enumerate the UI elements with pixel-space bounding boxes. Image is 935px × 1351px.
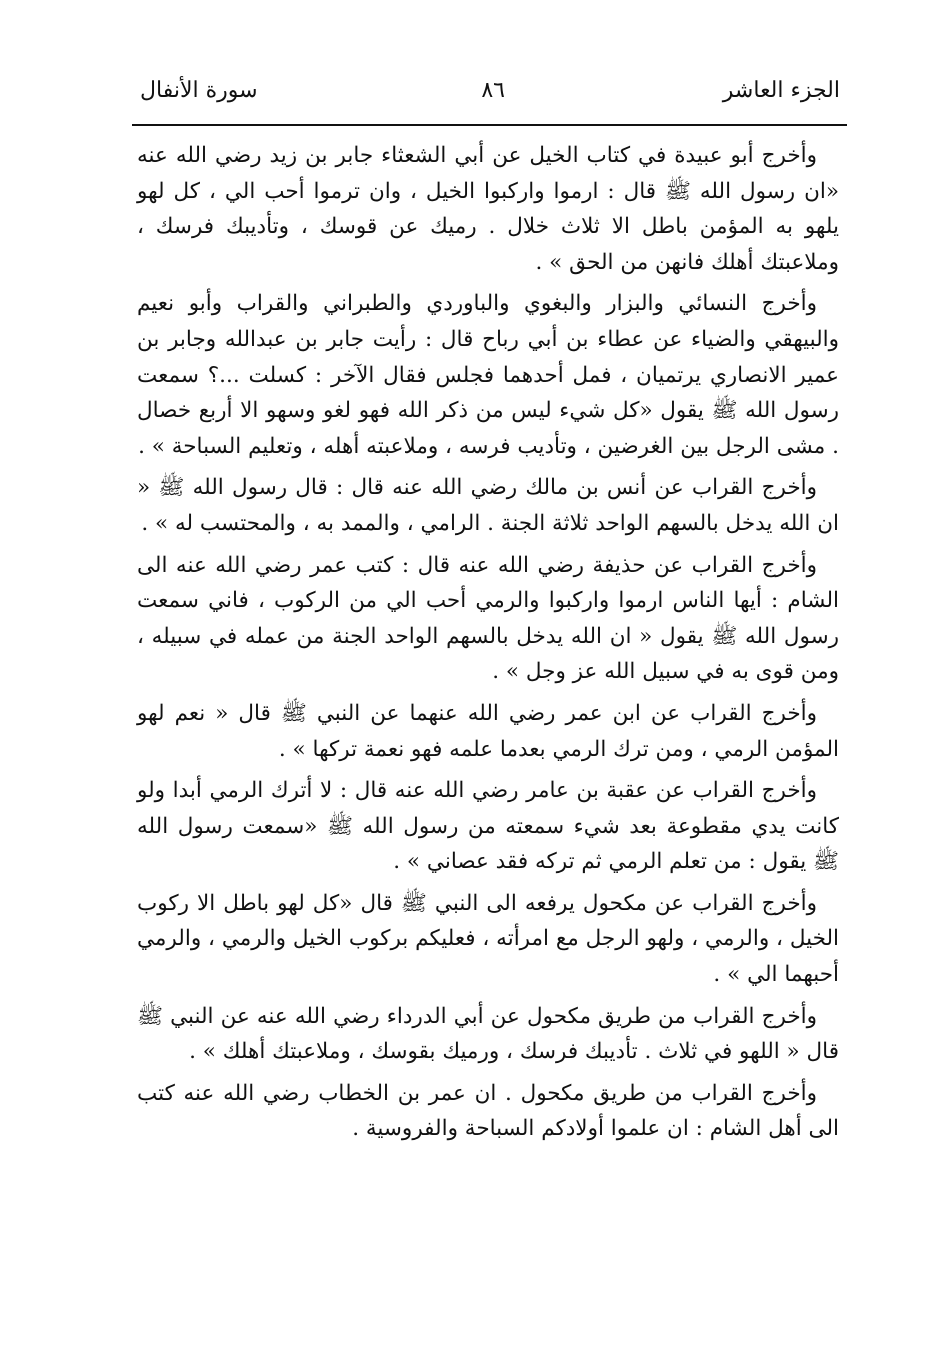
paragraph: وأخرج القراب من طريق مكحول . ان عمر بن الخطاب رضي الله عنه كتب الى أهل الشام : ان علموا أولادكم السباحة والفروسية . <box>137 1080 839 1142</box>
surah-title: سورة الأنفال <box>140 78 258 103</box>
page-number: ٨٦ <box>481 78 505 103</box>
paragraph: وأخرج النسائي والبزار والبغوي والباوردي والطبراني والقراب وأبو نعيم والبيهقي والضياء عن عطاء بن أبي رباح قال : رأيت جابر بن عبدالله وجابر بن عمير الانصاري يرتميان ، فمل أحدهما فجلس فقال الآخر : كسلت ...؟ سمعت رسول الله ﷺ يقول «كل شيء ليس من ذكر الله فهو لغو وسهو الا أربع خصال . مشى الرجل بين الغرضين ، وتأديب فرسه ، وملاعبته أهله ، وتعليم السباحة » . <box>137 291 839 459</box>
paragraph: وأخرج القراب عن أنس بن مالك رضي الله عنه قال : قال رسول الله ﷺ « ان الله يدخل بالسهم الواحد ثلاثة الجنة . الرامي ، والممد به ، والمحتسب له » . <box>137 475 839 536</box>
paragraph: وأخرج القراب عن مكحول يرفعه الى النبي ﷺ قال «كل لهو باطل الا ركوب الخيل ، والرمي ، ولهو الرجل مع امرأته ، فعليكم بركوب الخيل والرمي ، والرمي أحبهما الي » . <box>137 890 839 988</box>
paragraph: وأخرج القراب من طريق مكحول عن أبي الدرداء رضي الله عنه عن النبي ﷺ قال « اللهو في ثلاث . تأديبك فرسك ، ورميك بقوسك ، وملاعبتك أهلك » . <box>137 1003 839 1065</box>
paragraph: وأخرج القراب عن ابن عمر رضي الله عنهما عن النبي ﷺ قال « نعم لهو المؤمن الرمي ، ومن ترك الرمي بعدما علمه فهو نعمة تركها » . <box>137 700 839 762</box>
paragraph: وأخرج القراب عن عقبة بن عامر رضي الله عنه قال : لا أترك الرمي أبدا ولو كانت يدي مقطوعة بعد شيء سمعته من رسول الله ﷺ «سمعت رسول الله ﷺ يقول : من تعلم الرمي ثم تركه فقد عصاني » . <box>137 778 839 875</box>
part-title: الجزء العاشر <box>722 78 840 103</box>
paragraph: وأخرج أبو عبيدة في كتاب الخيل عن أبي الشعثاء جابر بن زيد رضي الله عنه «ان رسول الله ﷺ قال : ارموا واركبوا الخيل ، وان ترموا أحب الي ، كل لهو يلهو به المؤمن باطل الا ثلاث خلال . رميك عن قوسك ، وتأديبك فرسك ، وملاعبتك أهلك فانهن من الحق » . <box>137 143 839 275</box>
header-divider <box>132 124 847 126</box>
page-body <box>137 138 839 1153</box>
running-header <box>140 78 840 118</box>
paragraph: وأخرج القراب عن حذيفة رضي الله عنه قال : كتب عمر رضي الله عنه الى الشام : أيها الناس ارموا واركبوا والرمي أحب الي من الركوب ، فاني سمعت رسول الله ﷺ يقول « ان الله يدخل بالسهم الواحد الجنة من عمله في سبيله ، ومن قوى به في سبيل الله عز وجل » . <box>137 552 839 685</box>
